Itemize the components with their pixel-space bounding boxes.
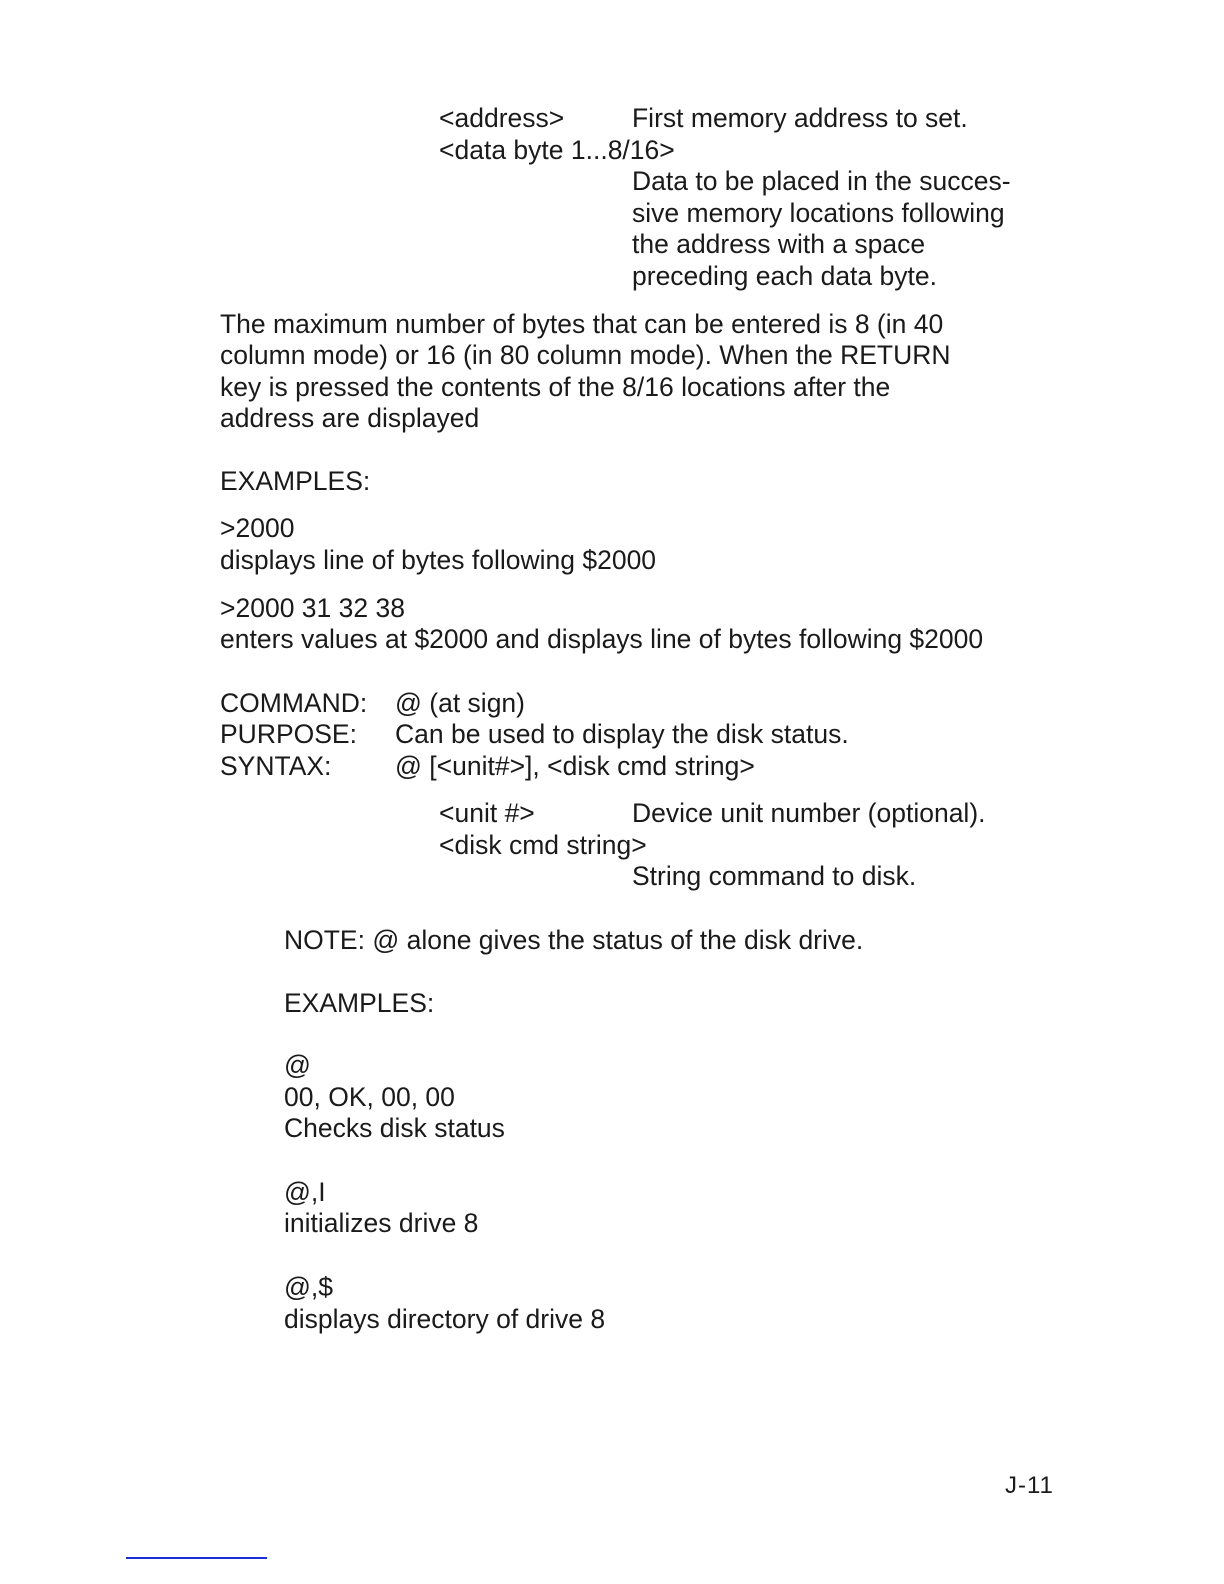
data-byte-desc-line: sive memory locations following <box>632 198 1005 228</box>
example-command: @,$ <box>284 1272 334 1302</box>
example-description: displays line of bytes following $2000 <box>220 545 657 575</box>
examples-heading: EXAMPLES: <box>220 466 371 496</box>
data-byte-param-label: <data byte 1...8/16> <box>439 135 675 165</box>
example-output: 00, OK, 00, 00 <box>284 1082 455 1112</box>
example-description: enters values at $2000 and displays line of bytes following $2000 <box>220 624 984 654</box>
example-description: initializes drive 8 <box>284 1208 479 1238</box>
unit-param-label: <unit #> <box>439 798 535 828</box>
example-command: >2000 <box>220 513 295 543</box>
data-byte-desc-line: preceding each data byte. <box>632 261 937 291</box>
syntax-label: SYNTAX: <box>220 751 332 781</box>
paragraph-line: column mode) or 16 (in 80 column mode). When the RETURN <box>220 340 951 370</box>
examples-heading: EXAMPLES: <box>284 988 435 1018</box>
paragraph-line: key is pressed the contents of the 8/16 locations after the <box>220 372 891 402</box>
example-description: displays directory of drive 8 <box>284 1304 606 1334</box>
disk-cmd-param-label: <disk cmd string> <box>439 830 647 860</box>
example-command: >2000 31 32 38 <box>220 593 405 623</box>
disk-cmd-param-desc: String command to disk. <box>632 861 917 891</box>
page-number: J-11 <box>1005 1472 1054 1499</box>
purpose-label: PURPOSE: <box>220 719 357 749</box>
example-command: @,I <box>284 1177 326 1207</box>
unit-param-desc: Device unit number (optional). <box>632 798 986 828</box>
syntax-value: @ [<unit#>], <disk cmd string> <box>395 751 755 781</box>
purpose-value: Can be used to display the disk status. <box>395 719 849 749</box>
address-param-desc: First memory address to set. <box>632 103 968 133</box>
paragraph-line: address are displayed <box>220 403 480 433</box>
command-label: COMMAND: <box>220 688 368 718</box>
command-value: @ (at sign) <box>395 688 525 718</box>
data-byte-desc-line: Data to be placed in the succes- <box>632 166 1011 196</box>
note-text: NOTE: @ alone gives the status of the disk drive. <box>284 925 864 955</box>
address-param-label: <address> <box>439 103 565 133</box>
example-description: Checks disk status <box>284 1113 505 1143</box>
data-byte-desc-line: the address with a space <box>632 229 926 259</box>
example-command: @ <box>284 1050 311 1080</box>
paragraph-line: The maximum number of bytes that can be entered is 8 (in 40 <box>220 309 944 339</box>
footer-divider <box>126 1557 267 1559</box>
